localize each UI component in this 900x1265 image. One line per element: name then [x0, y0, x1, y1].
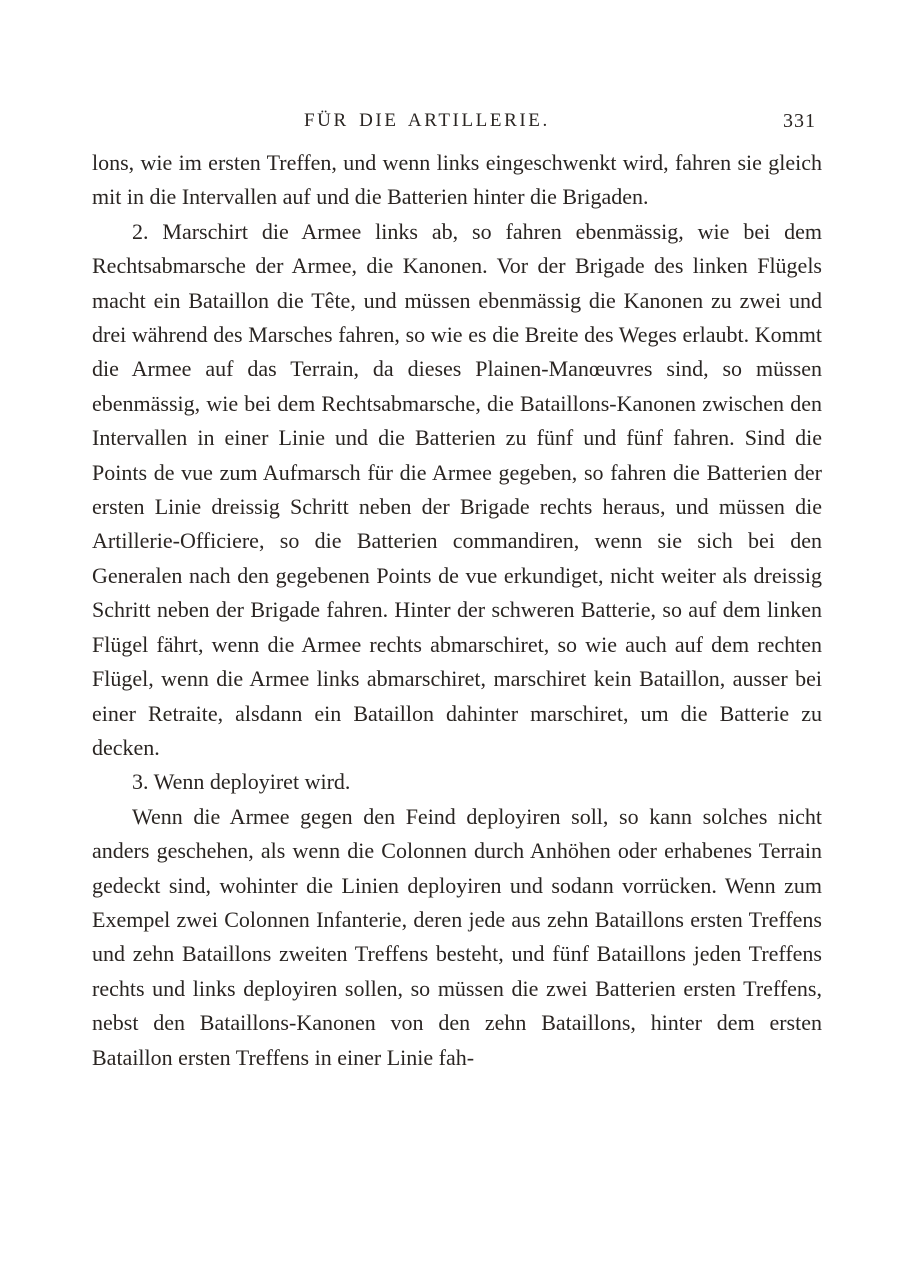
- paragraph-deploy: Wenn die Armee gegen den Feind deployiren soll, so kann solches nicht anders geschehen, als wenn die Colonnen durch Anhöhen oder erhabenes Terrain gedeckt sind, wohinter die Linien deployiren und sodann vorrücken. Wenn zum Exempel zwei Colonnen Infanterie, deren jede aus zehn Bataillons ersten Treffens und zehn Bataillons zweiten Treffens besteht, und fünf Bataillons jeden Treffens rechts und links deployiren sollen, so müssen die zwei Batterien ersten Treffens, nebst den Bataillons-Kanonen von den zehn Bataillons, hinter dem ersten Bataillon ersten Treffens in einer Linie fah-: [92, 803, 822, 1070]
- section-heading-3: 3. Wenn deployiret wird.: [132, 769, 351, 795]
- page-header: [92, 110, 822, 146]
- page-number: 331: [783, 110, 816, 132]
- book-page: [92, 110, 822, 1210]
- body-text: [92, 146, 822, 1075]
- paragraph-continuation: lons, wie im ersten Treffen, und wenn links eingeschwenkt wird, fahren sie gleich mit in die Intervallen auf und die Batterien hinter die Brigaden.: [92, 150, 822, 210]
- paragraph-section-2: 2. Marschirt die Armee links ab, so fahren ebenmässig, wie bei dem Rechtsabmarsche der Armee, die Kanonen. Vor der Brigade des linken Flügels macht ein Bataillon die Tête, und müssen ebenmässig die Kanonen zu zwei und drei während des Marsches fahren, so wie es die Breite des Weges erlaubt. Kommt die Armee auf das Terrain, da dieses Plainen-Manœuvres sind, so müssen ebenmässig, wie bei dem Rechtsabmarsche, die Bataillons-Kanonen zwischen den Intervallen in einer Linie und die Batterien zu fünf und fünf fahren. Sind die Points de vue zum Aufmarsch für die Armee gegeben, so fahren die Batterien der ersten Linie dreissig Schritt neben der Brigade rechts heraus, und müssen die Artillerie-Officiere, so die Batterien commandiren, wenn sie sich bei den Generalen nach den gegebenen Points de vue erkundiget, nicht weiter als dreissig Schritt neben der Brigade fahren. Hinter der schweren Batterie, so auf dem linken Flügel fährt, wenn die Armee rechts abmarschiret, so wie auch auf dem rechten Flügel, wenn die Armee links abmarschiret, marschiret kein Bataillon, ausser bei einer Retraite, alsdann ein Bataillon dahinter marschiret, um die Batterie zu decken.: [92, 218, 822, 760]
- running-head: FÜR DIE ARTILLERIE.: [304, 110, 550, 131]
